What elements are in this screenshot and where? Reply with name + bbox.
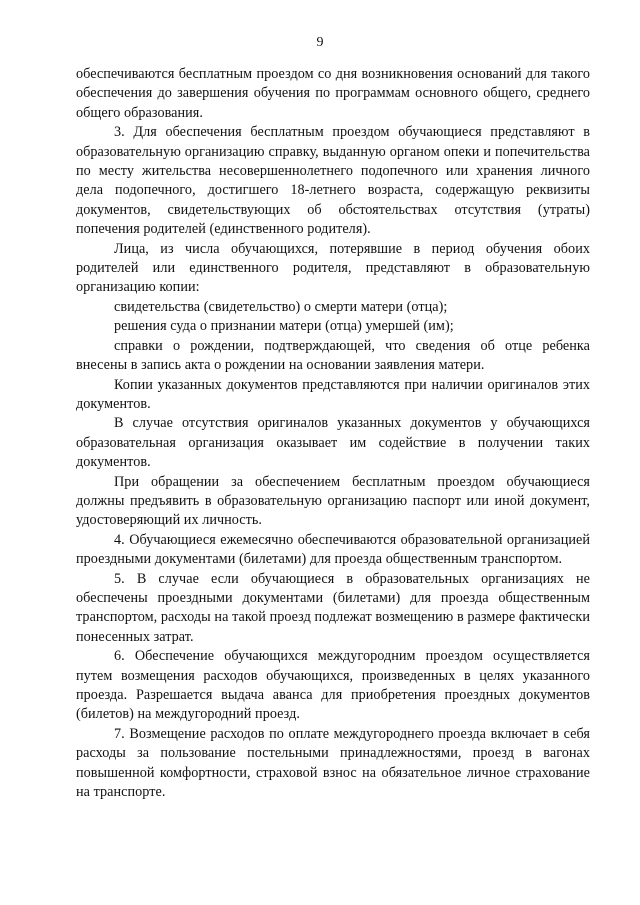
paragraph-item-4: 4. Обучающиеся ежемесячно обеспечиваются образовательной организацией проездными документами (билетами) для проезда общественным транспортом. [76, 531, 590, 568]
paragraph-death-certificate: свидетельства (свидетельство) о смерти матери (отца); [114, 298, 448, 315]
paragraph-item-5: 5. В случае если обучающиеся в образовательных организациях не обеспечены проездными документами (билетами) для проезда общественным транспортом, расходы на такой проезд подлежат возмещению в размере фактически понесенных затрат. [76, 570, 590, 645]
page-number: 9 [316, 35, 324, 50]
paragraph-item-6: 6. Обеспечение обучающихся междугородним проездом осуществляется путем возмещения расходов обучающихся, произведенных в целях указанного проезда. Разрешается выдача аванса для приобретения проездных документов (билетов) на междугородний проезд. [76, 648, 590, 723]
paragraph-continuation: обеспечиваются бесплатным проездом со дня возникновения оснований для такого обеспечения до завершения обучения по программам основного общего, среднего общего образования. [76, 66, 590, 121]
paragraph-item-7: 7. Возмещение расходов по оплате междугороднего проезда включает в себя расходы за пользование постельными принадлежностями, проезд в вагонах повышенной комфортности, страховой взнос на обязательное личное страхование на транспорте. [76, 725, 590, 801]
paragraph-identity-document: При обращении за обеспечением бесплатным проездом обучающиеся должны предъявить в образовательную организацию паспорт или иной документ, удостоверяющий их личность. [76, 473, 590, 529]
paragraph-birth-certificate: справки о рождении, подтверждающей, что сведения об отце ребенка внесены в запись акта о рождении на основании заявления матери. [76, 337, 590, 374]
paragraph-missing-originals: В случае отсутствия оригиналов указанных документов у обучающихся образовательная организация оказывает им содействие в получении таких документов. [76, 415, 590, 471]
paragraph-item-3: 3. Для обеспечения бесплатным проездом обучающиеся представляют в образовательную организацию справку, выданную органом опеки и попечительства по месту жительства несовершеннолетнего подопечного или хранения личного дела подопечного, достигшего 18-летнего возраста, содержащую реквизиты документов, свидетельствующих об обстоятельствах отсутствия (утраты) попечения родителей (единственного родителя). [76, 124, 590, 238]
document-body [76, 65, 590, 802]
paragraph-court-decision: решения суда о признании матери (отца) умершей (им); [114, 318, 454, 335]
paragraph-orphans-copies: Лица, из числа обучающихся, потерявшие в период обучения обоих родителей или единственного родителя, представляют в образовательную организацию копии: [76, 240, 590, 296]
paragraph-copies-originals: Копии указанных документов представляются при наличии оригиналов этих документов. [76, 376, 590, 412]
